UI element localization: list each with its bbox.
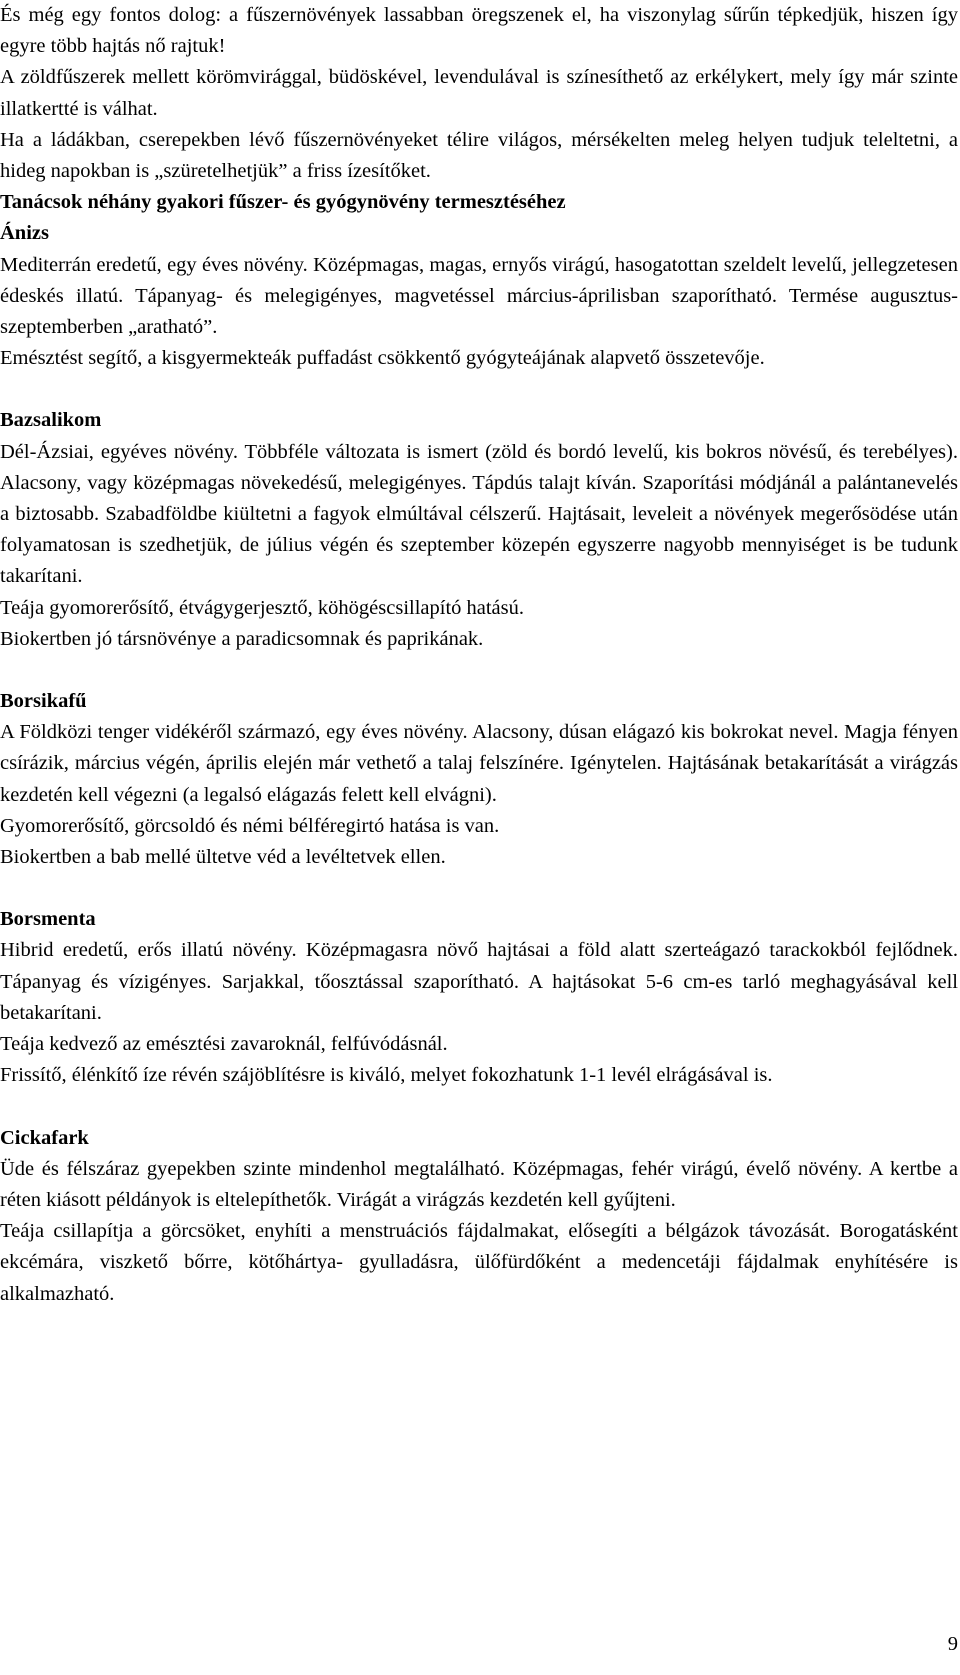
intro-paragraph: És még egy fontos dolog: a fűszernövények lassabban öregszenek el, ha viszonylag sűrűn tépkedjük, hiszen így egyre több hajtás nő rajtuk! xyxy=(0,4,958,58)
herb-section-cickafark xyxy=(0,1123,958,1310)
herb-paragraph: Hibrid eredetű, erős illatú növény. Középmagasra növő hajtásai a föld alatt szerteágazó tarackokból fejlődnek. Tápanyag és vízigényes. Sarjakkal, tőosztással szaporítható. A hajtásokat 5-6 cm-es tarló meghagyásával kell betakarítani. xyxy=(0,939,958,1024)
herb-section-borsikafu xyxy=(0,686,958,873)
herb-paragraph: Biokertben jó társnövénye a paradicsomnak és paprikának. xyxy=(0,627,484,650)
herb-paragraph: Teája gyomorerősítő, étvágygerjesztő, köhögéscsillapító hatású. xyxy=(0,596,525,619)
herb-paragraph: Emésztést segítő, a kisgyermekteák puffadást csökkentő gyógyteájának alapvető összetevője. xyxy=(0,347,765,370)
herb-heading: Cickafark xyxy=(0,1126,89,1149)
herb-paragraph: Biokertben a bab mellé ültetve véd a levéltetvek ellen. xyxy=(0,846,446,869)
herb-section-anizs xyxy=(0,218,958,374)
herb-paragraph: Frissítő, élénkítő íze révén szájöblítésre is kiváló, melyet fokozhatunk 1-1 levél elrágásával is. xyxy=(0,1064,773,1087)
herb-heading: Borsikafű xyxy=(0,690,87,713)
intro-section xyxy=(0,0,958,187)
main-title: Tanácsok néhány gyakori fűszer- és gyógynövény termesztéséhez xyxy=(0,191,566,214)
herb-paragraph: Dél-Ázsiai, egyéves növény. Többféle változata is ismert (zöld és bordó levelű, kis bokros növésű, és terebélyes). Alacsony, vagy középmagas növekedésű, melegigényes. Tápdús talajt kíván. Szaporítási módjánál a palántanevelés a biztosabb. Szabadföldbe kiültetni a fagyok elmúltával célszerű. Hajtásait, leveleit a növények megerősödése után folyamatosan is szedhetjük, de július végén és szeptember közepén egyszerre nagyobb mennyiséget is be tudunk takarítani. xyxy=(0,440,958,588)
herb-paragraph: Mediterrán eredetű, egy éves növény. Középmagas, magas, ernyős virágú, hasogatottan szeldelt levelű, jellegzetesen édeskés illatú. Tápanyag- és melegigényes, magvetéssel március-áprilisban szaporítható. Termése augusztus-szeptemberben „aratható”. xyxy=(0,253,958,339)
intro-paragraph: A zöldfűszerek mellett körömvirággal, büdöskével, levendulával is színesíthető az erkélykert, mely így már szinte illatkertté is válhat. xyxy=(0,66,958,120)
intro-paragraph: Ha a ládákban, cserepekben lévő fűszernövényeket télire világos, mérsékelten meleg helyen tudjuk teleltetni, a hideg napokban is „szüretelhetjük” a friss ízesítőket. xyxy=(0,128,958,183)
herb-paragraph: Teája csillapítja a görcsöket, enyhíti a menstruációs fájdalmakat, elősegíti a bélgázok távozását. Borogatásként ekcémára, viszkető bőrre, kötőhártya- gyulladásra, ülőfürdőként a medencetáji fájdalmak enyhítésére is alkalmazható. xyxy=(0,1220,958,1305)
herb-heading: Borsmenta xyxy=(0,908,96,931)
herb-section-borsmenta xyxy=(0,904,958,1091)
herb-paragraph: A Földközi tenger vidékéről származó, egy éves növény. Alacsony, dúsan elágazó kis bokrokat nevel. Magja fényen csírázik, március végén, április elején már vethető a talaj felszínére. Igénytelen. Hajtásának betakarítását a virágzás kezdetén kell végezni (a legalsó elágazás felett kell elvágni). xyxy=(0,721,958,806)
herb-paragraph: Üde és félszáraz gyepekben szinte mindenhol megtalálható. Középmagas, fehér virágú, évelő növény. A kertbe a réten kiásott példányok is eltelepíthetők. Virágát a virágzás kezdetén kell gyűjteni. xyxy=(0,1157,958,1211)
herb-paragraph: Gyomorerősítő, görcsoldó és némi bélféregirtó hatása is van. xyxy=(0,814,500,837)
page-number: 9 xyxy=(947,1633,958,1655)
herb-heading: Bazsalikom xyxy=(0,409,102,432)
herb-heading: Ánizs xyxy=(0,222,49,245)
herb-paragraph: Teája kedvező az emésztési zavaroknál, felfúvódásnál. xyxy=(0,1033,448,1056)
herb-section-bazsalikom xyxy=(0,405,958,655)
